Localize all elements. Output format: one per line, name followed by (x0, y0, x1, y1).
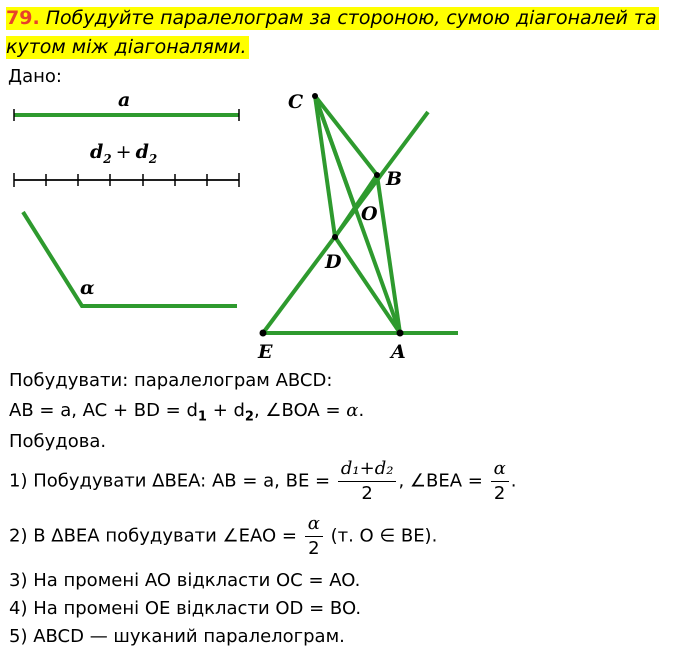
angle-alpha-label: α (80, 277, 95, 299)
segment-a (14, 89, 239, 121)
segment-d-label: $d_2 + d_2$ (90, 141, 158, 166)
point-b-label: B (386, 168, 403, 190)
given-label: Дано: (8, 66, 62, 87)
fraction-alpha-half-2: $\frac{\alpha}{2}$ (305, 512, 323, 561)
step-1: 1) Побудувати ΔBEA: AB = a, BE = $\frac{\text{d₁+d₂}}{2}$ , ∠BEA = $\frac{\alpha}{2}$ . (9, 458, 517, 504)
step-5: 5) ABCD — шуканий паралелограм. (9, 626, 345, 647)
point-a-label: A (391, 341, 406, 363)
fraction-d-sum-half: $\frac{\text{d₁+d₂}}{2}$ (338, 457, 397, 506)
task-number: 79. (6, 7, 40, 29)
point-c-label: C (288, 91, 304, 113)
point-e-label: E (258, 341, 273, 363)
step-3: 3) На промені AO відкласти OC = AO. (9, 570, 361, 591)
construction-figure (0, 84, 695, 369)
point-o-label: O (361, 203, 378, 225)
task-line-1: Побудуйте паралелограм за стороною, сумою діагоналей та (45, 7, 657, 29)
angle-alpha (23, 212, 237, 306)
task-title (6, 4, 695, 62)
construct-conditions: AB = a, AC + BD = $d_1 + d_2$, ∠BOA = α. (9, 400, 365, 425)
construct-label: Побудувати: паралелограм ABCD: (9, 370, 333, 391)
step-4: 4) На промені OE відкласти OD = BO. (9, 598, 362, 619)
step-2: 2) В ΔBEA побудувати ∠EAO = $\frac{\alpha}{2}$ (т. O ∈ BE). (9, 513, 438, 559)
segment-d-sum (14, 141, 239, 187)
construction-heading: Побудова. (9, 431, 107, 452)
fraction-alpha-half-1: $\frac{\alpha}{2}$ (491, 457, 509, 506)
point-d-label: D (325, 251, 342, 273)
segment-a-label: a (118, 89, 131, 111)
task-line-2: кутом між діагоналями. (6, 36, 247, 58)
